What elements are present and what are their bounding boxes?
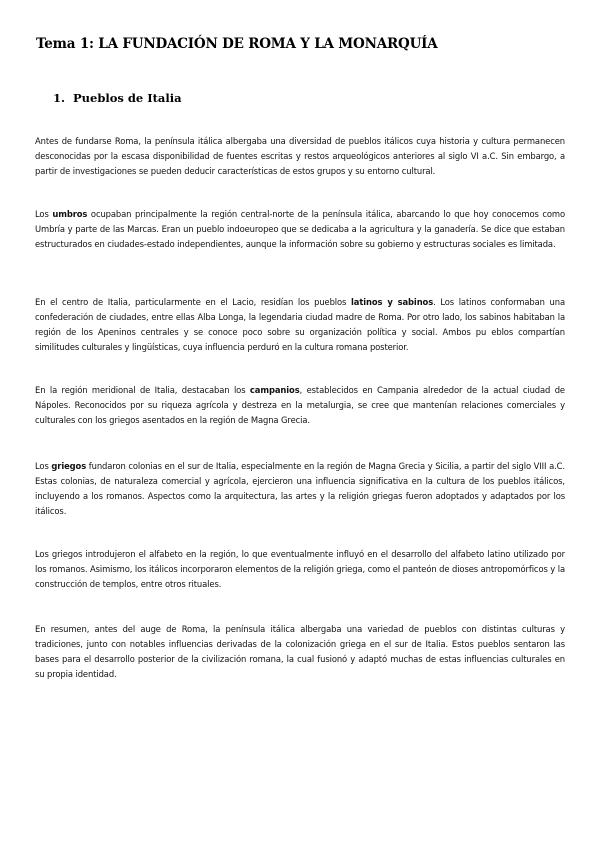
section-heading-text: Pueblos de Italia xyxy=(73,91,182,105)
paragraph-resumen xyxy=(35,622,565,682)
paragraph-umbros xyxy=(35,207,565,252)
paragraph-text: , establecidos en Campania alrededor de la actual ciudad de Nápoles. Reconocidos por su riqueza agrícola y destreza en la metalurgia, se cree que mantenían relaciones comerciales y culturales con los griegos asentados en la región de Magna Grecia. xyxy=(35,385,565,425)
paragraph-bold-term: campanios xyxy=(249,385,300,395)
paragraph-text: ocupaban principalmente la región central-norte de la península itálica, abarcando lo que hoy conocemos como Umbría y parte de las Marcas. Eran un pueblo indoeuropeo que se dedicaba a la agricultura y la ganadería. Se dice que estaban estructurados en ciudades-estado independientes, aunque la información sobre su gobierno y estructuras sociales es limitada. xyxy=(35,209,565,249)
paragraph-text: En la región meridional de Italia, destacaban los xyxy=(35,385,250,395)
paragraph-bold-term: griegos xyxy=(51,461,87,471)
paragraph-text: En resumen, antes del auge de Roma, la península itálica albergaba una variedad de pueblos con distintas culturas y tradiciones, junto con notables influencias derivadas de la colonización griega en el sur de Italia. Estos pueblos sentaron las bases para el desarrollo posterior de la civilización romana, la cual fusionó y adaptó muchas de estas influencias culturales en su propia identidad. xyxy=(35,624,565,679)
paragraph-griegos xyxy=(35,459,565,519)
paragraph-latinos-sabinos xyxy=(35,295,565,355)
section-number: 1. xyxy=(53,91,66,105)
paragraph-text: fundaron colonias en el sur de Italia, especialmente en la región de Magna Grecia y Sicilia, a partir del siglo VIII a.C. Estas colonias, de naturaleza comercial y agrícola, ejercieron una influencia significativa en la cultura de los pueblos itálicos, incluyendo a los romanos. Aspectos como la arquitectura, las artes y la religión griegas fueron adoptados y adaptados por los itálicos. xyxy=(35,461,565,516)
paragraph-text: Antes de fundarse Roma, la península itálica albergaba una diversidad de pueblos itálicos cuya historia y cultura permanecen desconocidas por la escasa disponibilidad de fuentes escritas y restos arqueológicos anteriores al siglo VI a.C. Sin embargo, a partir de investigaciones se pueden deducir características de estos grupos y su entorno cultural. xyxy=(35,136,565,176)
paragraph-campanios xyxy=(35,383,565,428)
paragraph-bold-term: umbros xyxy=(52,209,88,219)
paragraph-text: Los xyxy=(35,209,53,219)
paragraph-text: . Los latinos conformaban una confederación de ciudades, entre ellas Alba Longa, la legendaria ciudad madre de Roma. Por otro lado, los sabinos habitaban la región de los Apeninos centrales y se conoce poco sobre su organización política y social. Ambos pu eblos compartían similitudes culturales y lingüísticas, cuya influencia perduró en la cultura romana posterior. xyxy=(35,297,566,352)
paragraph-text: Los griegos introdujeron el alfabeto en la región, lo que eventualmente influyó en el desarrollo del alfabeto latino utilizado por los romanos. Asimismo, los itálicos incorporaron elementos de la religión griega, como el panteón de dioses antropomórficos y la construcción de templos, entre otros rituales. xyxy=(35,549,565,589)
paragraph-text: Los xyxy=(35,461,52,471)
section-heading xyxy=(53,91,182,105)
paragraph-alfabeto xyxy=(35,547,565,592)
document-title: Tema 1: LA FUNDACIÓN DE ROMA Y LA MONARQUÍA xyxy=(36,36,438,52)
paragraph-bold-term: latinos y sabinos xyxy=(351,297,434,307)
paragraph-intro xyxy=(35,134,565,179)
paragraph-text: En el centro de Italia, particularmente en el Lacio, residían los pueblos xyxy=(35,297,351,307)
